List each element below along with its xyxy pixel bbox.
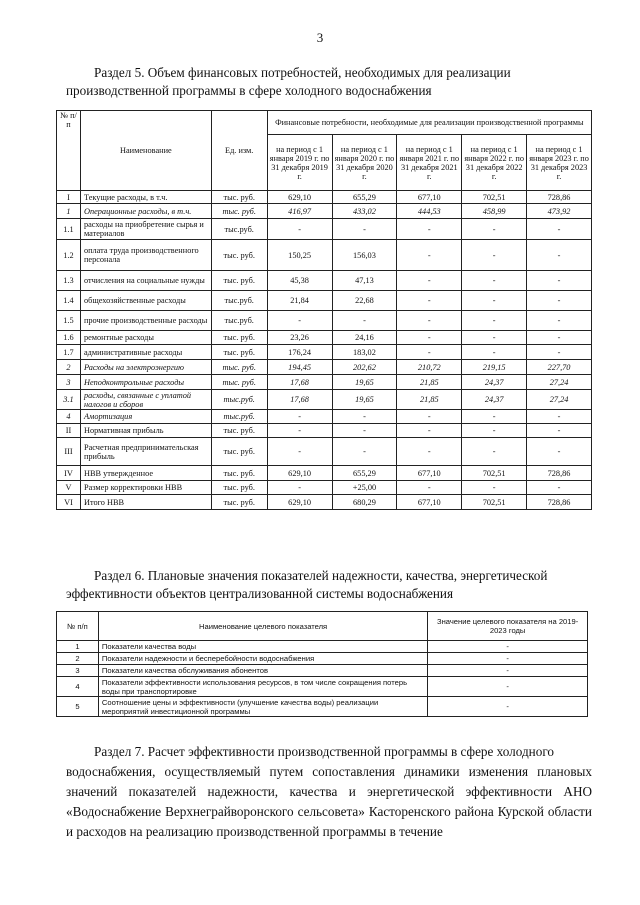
row-name: НВВ утвержденное: [80, 466, 211, 481]
row-unit: тыс. руб.: [211, 204, 267, 219]
row-value: -: [397, 311, 462, 331]
row-unit: тыс.руб.: [211, 219, 267, 240]
row-number: 3: [57, 375, 81, 390]
table-row: [57, 410, 592, 424]
table-row: [57, 466, 592, 481]
row-unit: тыс. руб.: [211, 495, 267, 510]
row-name: Размер корректировки НВВ: [80, 481, 211, 495]
table-row: [57, 291, 592, 311]
row-value: -: [527, 240, 592, 271]
row-number: I: [57, 191, 81, 204]
row-value: 23,26: [267, 331, 332, 345]
section5-title-line2: производственной программы в сфере холодного водоснабжения: [66, 83, 432, 98]
row-value: -: [332, 410, 397, 424]
table-row: [57, 311, 592, 331]
row-value: 444,53: [397, 204, 462, 219]
row-unit: тыс.руб.: [211, 390, 267, 410]
row-value: -: [397, 424, 462, 438]
row-value: 655,29: [332, 191, 397, 204]
row-value: -: [332, 311, 397, 331]
row-value: 728,86: [527, 495, 592, 510]
row-value: 677,10: [397, 495, 462, 510]
row-value: -: [267, 424, 332, 438]
row-value: -: [462, 438, 527, 466]
row-value: -: [462, 271, 527, 291]
row-value: 21,84: [267, 291, 332, 311]
row-value: 194,45: [267, 360, 332, 375]
row-unit: тыс.руб.: [211, 311, 267, 331]
row-value: -: [397, 291, 462, 311]
row-number: 4: [57, 677, 99, 697]
target-value: -: [428, 665, 588, 677]
row-unit: тыс. руб.: [211, 331, 267, 345]
row-name: оплата труда производственного персонала: [80, 240, 211, 271]
row-name: Расходы на электроэнергию: [80, 360, 211, 375]
row-number: 1: [57, 204, 81, 219]
col-header-period: на период с 1 января 2023 г. по 31 декабря 2023 г.: [527, 135, 592, 191]
row-number: 1: [57, 641, 99, 653]
col-header-period: на период с 1 января 2022 г. по 31 декабря 2022 г.: [462, 135, 527, 191]
indicator-name: Соотношение цены и эффективности (улучшение качества воды) реализации мероприятий инвестиционной программы: [98, 697, 427, 717]
table-row: [57, 438, 592, 466]
section7-text: водоснабжения, осуществляемый путем сопоставления динамики изменения плановых значений показателей надежности, качества и энергетической эффективности АНО «Водоснабжение Верхнеграйворонского сельсовета» Касторенского района Курской области и расходов на реализацию производственной программы в течение: [66, 764, 592, 839]
row-value: -: [397, 331, 462, 345]
row-name: Расчетная предпринимательская прибыль: [80, 438, 211, 466]
row-value: -: [462, 291, 527, 311]
page-number: 3: [316, 30, 324, 45]
row-number: 1.2: [57, 240, 81, 271]
row-number: II: [57, 424, 81, 438]
section7-paragraph: [66, 742, 592, 842]
row-value: 21,85: [397, 375, 462, 390]
row-number: 1.1: [57, 219, 81, 240]
indicator-name: Показатели эффективности использования ресурсов, в том числе сокращения потерь воды при транспортировке: [98, 677, 427, 697]
row-value: -: [527, 291, 592, 311]
row-value: -: [527, 271, 592, 291]
row-value: 473,92: [527, 204, 592, 219]
row-name: Операционные расходы, в т.ч.: [80, 204, 211, 219]
target-value: -: [428, 653, 588, 665]
table-row: [57, 390, 592, 410]
row-unit: тыс. руб.: [211, 424, 267, 438]
row-name: Неподконтрольные расходы: [80, 375, 211, 390]
indicator-name: Показатели качества обслуживания абонентов: [98, 665, 427, 677]
row-unit: тыс. руб.: [211, 191, 267, 204]
target-value: -: [428, 641, 588, 653]
row-unit: тыс. руб.: [211, 360, 267, 375]
row-number: IV: [57, 466, 81, 481]
row-value: -: [267, 219, 332, 240]
row-value: -: [397, 345, 462, 360]
row-value: 629,10: [267, 191, 332, 204]
row-value: 702,51: [462, 191, 527, 204]
table-row: [57, 677, 588, 697]
row-name: ремонтные расходы: [80, 331, 211, 345]
section5-title: [66, 64, 592, 100]
row-name: Амортизация: [80, 410, 211, 424]
table-row: [57, 481, 592, 495]
row-value: -: [267, 410, 332, 424]
row-number: 3.1: [57, 390, 81, 410]
row-value: 202,62: [332, 360, 397, 375]
row-unit: тыс. руб.: [211, 438, 267, 466]
row-value: -: [267, 481, 332, 495]
row-name: общехозяйственные расходы: [80, 291, 211, 311]
row-number: 2: [57, 360, 81, 375]
row-value: -: [527, 219, 592, 240]
row-value: 24,16: [332, 331, 397, 345]
table-row: [57, 191, 592, 204]
row-value: 150,25: [267, 240, 332, 271]
row-value: -: [527, 438, 592, 466]
row-value: -: [462, 481, 527, 495]
row-value: 728,86: [527, 191, 592, 204]
row-number: 2: [57, 653, 99, 665]
table-row: [57, 219, 592, 240]
col-header-target-value: Значение целевого показателя на 2019-2023 годы: [428, 612, 588, 641]
table-row: [57, 204, 592, 219]
section5-title-line1: Раздел 5. Объем финансовых потребностей, необходимых для реализации: [94, 65, 511, 80]
row-value: -: [462, 345, 527, 360]
row-name: Итого НВВ: [80, 495, 211, 510]
table-row: [57, 641, 588, 653]
table-row: [57, 240, 592, 271]
row-value: 183,02: [332, 345, 397, 360]
col-header-unit: Ед. изм.: [211, 111, 267, 191]
row-value: -: [527, 481, 592, 495]
section6-title-line2: эффективности объектов централизованной системы водоснабжения: [66, 586, 454, 601]
row-number: 5: [57, 697, 99, 717]
row-name: отчисления на социальные нужды: [80, 271, 211, 291]
row-value: -: [462, 424, 527, 438]
table-row: [57, 653, 588, 665]
row-value: 680,29: [332, 495, 397, 510]
table-row: [57, 360, 592, 375]
row-number: 3: [57, 665, 99, 677]
row-value: -: [527, 331, 592, 345]
row-value: 27,24: [527, 390, 592, 410]
row-value: 45,38: [267, 271, 332, 291]
row-value: 458,99: [462, 204, 527, 219]
row-number: V: [57, 481, 81, 495]
indicator-name: Показатели надежности и бесперебойности водоснабжения: [98, 653, 427, 665]
target-indicators-table: [56, 611, 588, 717]
table-row: [57, 665, 588, 677]
target-value: -: [428, 697, 588, 717]
row-unit: тыс. руб.: [211, 345, 267, 360]
row-unit: тыс. руб.: [211, 466, 267, 481]
row-value: 655,29: [332, 466, 397, 481]
target-value: -: [428, 677, 588, 697]
row-name: прочие производственные расходы: [80, 311, 211, 331]
row-value: -: [462, 311, 527, 331]
row-number: VI: [57, 495, 81, 510]
row-number: III: [57, 438, 81, 466]
row-value: -: [267, 438, 332, 466]
row-value: 156,03: [332, 240, 397, 271]
col-header-period: на период с 1 января 2020 г. по 31 декабря 2020 г.: [332, 135, 397, 191]
row-number: 1.4: [57, 291, 81, 311]
financial-needs-table: [56, 110, 592, 510]
row-value: 702,51: [462, 466, 527, 481]
row-value: 629,10: [267, 466, 332, 481]
row-value: 219,15: [462, 360, 527, 375]
row-value: -: [267, 311, 332, 331]
row-value: 17,68: [267, 375, 332, 390]
row-unit: тыс. руб.: [211, 375, 267, 390]
row-value: 416,97: [267, 204, 332, 219]
row-unit: тыс. руб.: [211, 271, 267, 291]
row-unit: тыс.руб.: [211, 410, 267, 424]
table-row: [57, 424, 592, 438]
table-row: [57, 331, 592, 345]
row-unit: тыс.руб.: [211, 291, 267, 311]
row-value: 677,10: [397, 191, 462, 204]
table-row: [57, 271, 592, 291]
row-value: -: [397, 219, 462, 240]
row-unit: тыс. руб.: [211, 481, 267, 495]
row-value: -: [462, 410, 527, 424]
row-value: 677,10: [397, 466, 462, 481]
row-value: 176,24: [267, 345, 332, 360]
row-value: 227,70: [527, 360, 592, 375]
table-row: [57, 345, 592, 360]
row-value: -: [527, 311, 592, 331]
col-header-group: Финансовые потребности, необходимые для реализации производственной программы: [267, 111, 591, 135]
row-value: 433,02: [332, 204, 397, 219]
row-value: 22,68: [332, 291, 397, 311]
col-header-num: № п/п: [57, 612, 99, 641]
row-value: -: [462, 331, 527, 345]
row-value: -: [462, 240, 527, 271]
row-number: 1.6: [57, 331, 81, 345]
row-value: 47,13: [332, 271, 397, 291]
row-value: 19,65: [332, 390, 397, 410]
row-value: -: [397, 240, 462, 271]
indicator-name: Показатели качества воды: [98, 641, 427, 653]
col-header-indicator: Наименование целевого показателя: [98, 612, 427, 641]
row-value: -: [397, 438, 462, 466]
table-row: [57, 697, 588, 717]
row-value: -: [332, 424, 397, 438]
table-row: [57, 495, 592, 510]
row-name: Нормативная прибыль: [80, 424, 211, 438]
row-value: 19,65: [332, 375, 397, 390]
col-header-name: Наименование: [80, 111, 211, 191]
section6-title: [66, 567, 592, 603]
row-name: расходы, связанные с уплатой налогов и сборов: [80, 390, 211, 410]
row-value: -: [527, 424, 592, 438]
row-value: 629,10: [267, 495, 332, 510]
row-value: -: [397, 410, 462, 424]
table-row: [57, 375, 592, 390]
row-value: 21,85: [397, 390, 462, 410]
row-value: -: [397, 271, 462, 291]
row-name: Текущие расходы, в т.ч.: [80, 191, 211, 204]
section6-title-line1: Раздел 6. Плановые значения показателей надежности, качества, энергетической: [94, 568, 548, 583]
row-value: 24,37: [462, 375, 527, 390]
row-unit: тыс. руб.: [211, 240, 267, 271]
col-header-num: № п/п: [57, 111, 81, 191]
row-value: 17,68: [267, 390, 332, 410]
row-value: -: [397, 481, 462, 495]
row-name: административные расходы: [80, 345, 211, 360]
row-value: -: [332, 219, 397, 240]
col-header-period: на период с 1 января 2021 г. по 31 декабря 2021 г.: [397, 135, 462, 191]
row-number: 1.3: [57, 271, 81, 291]
row-value: 24,37: [462, 390, 527, 410]
row-value: +25,00: [332, 481, 397, 495]
row-number: 1.5: [57, 311, 81, 331]
row-value: 728,86: [527, 466, 592, 481]
row-value: 210,72: [397, 360, 462, 375]
row-value: 27,24: [527, 375, 592, 390]
row-value: -: [332, 438, 397, 466]
col-header-period: на период с 1 января 2019 г. по 31 декабря 2019 г.: [267, 135, 332, 191]
row-name: расходы на приобретение сырья и материалов: [80, 219, 211, 240]
section7-line1: Раздел 7. Расчет эффективности производственной программы в сфере холодного: [94, 744, 555, 759]
row-value: -: [527, 345, 592, 360]
row-value: -: [462, 219, 527, 240]
row-number: 1.7: [57, 345, 81, 360]
row-number: 4: [57, 410, 81, 424]
row-value: -: [527, 410, 592, 424]
row-value: 702,51: [462, 495, 527, 510]
